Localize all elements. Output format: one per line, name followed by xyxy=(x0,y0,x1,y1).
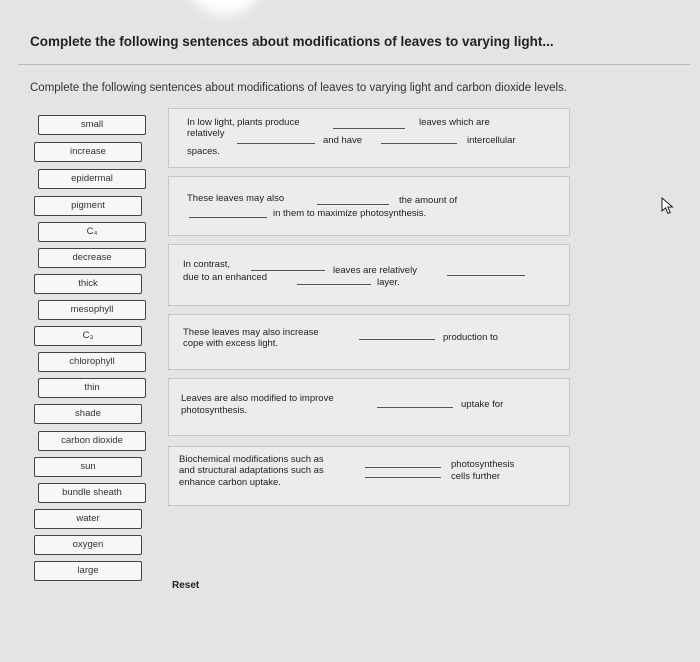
light-glare xyxy=(190,0,260,15)
answer-blank[interactable] xyxy=(359,339,435,340)
answer-chip[interactable]: small xyxy=(38,115,146,135)
sentence-box-2 xyxy=(168,176,570,236)
sentence-text: in them to maximize photosynthesis. xyxy=(273,208,427,219)
answer-chip[interactable]: oxygen xyxy=(34,535,142,555)
answer-blank[interactable] xyxy=(297,284,371,285)
answer-chip[interactable]: pigment xyxy=(34,196,142,216)
answer-chip[interactable]: epidermal xyxy=(38,169,146,189)
mouse-pointer-icon xyxy=(661,197,675,215)
answer-chip[interactable]: chlorophyll xyxy=(38,352,146,372)
answer-chip[interactable]: mesophyll xyxy=(38,300,146,320)
answer-blank[interactable] xyxy=(251,270,325,271)
sentence-box-4 xyxy=(168,314,570,370)
sentence-text: layer. xyxy=(377,277,400,288)
answer-chip[interactable]: C₃ xyxy=(34,326,142,346)
instructions: Complete the following sentences about modifications of leaves to varying light and carbon dioxide levels. xyxy=(30,82,567,94)
answer-blank[interactable] xyxy=(365,477,441,478)
sentence-text: intercellular xyxy=(467,135,516,146)
answer-blank[interactable] xyxy=(237,143,315,144)
answer-blank[interactable] xyxy=(447,275,525,276)
page-title: Complete the following sentences about modifications of leaves to varying light... xyxy=(30,34,554,49)
sentence-text: leaves which are xyxy=(419,117,490,128)
sentence-text: relatively xyxy=(187,128,225,139)
answer-chip[interactable]: large xyxy=(34,561,142,581)
sentence-text: In low light, plants produce xyxy=(187,117,300,128)
sentence-text: and have xyxy=(323,135,363,146)
answer-chip[interactable]: carbon dioxide xyxy=(38,431,146,451)
answer-blank[interactable] xyxy=(317,204,389,205)
answer-blank[interactable] xyxy=(189,217,267,218)
sentence-text: and structural adaptations such as xyxy=(179,465,324,476)
sentence-text: These leaves may also xyxy=(187,193,285,204)
sentence-box-3 xyxy=(168,244,570,306)
divider xyxy=(18,64,690,65)
sentence-box-1 xyxy=(168,108,570,168)
sentence-text: uptake for xyxy=(461,399,504,410)
sentence-text: Leaves are also modified to improve xyxy=(181,393,334,404)
answer-chip[interactable]: water xyxy=(34,509,142,529)
answer-chip[interactable]: bundle sheath xyxy=(38,483,146,503)
sentence-text: cope with excess light. xyxy=(183,338,279,349)
sentence-text: cells further xyxy=(451,471,501,482)
answer-chip[interactable]: C₄ xyxy=(38,222,146,242)
answer-chip[interactable]: thick xyxy=(34,274,142,294)
sentence-text: photosynthesis. xyxy=(181,405,248,416)
answer-chip[interactable]: sun xyxy=(34,457,142,477)
sentence-box-6 xyxy=(168,446,570,506)
answer-blank[interactable] xyxy=(333,128,405,129)
sentence-text: spaces. xyxy=(187,146,220,157)
answer-chip[interactable]: shade xyxy=(34,404,142,424)
sentence-text: In contrast, xyxy=(183,259,230,270)
sentence-text: photosynthesis xyxy=(451,459,515,470)
sentence-text: due to an enhanced xyxy=(183,272,267,283)
answer-chip[interactable]: thin xyxy=(38,378,146,398)
answer-blank[interactable] xyxy=(377,407,453,408)
sentence-text: production to xyxy=(443,332,498,343)
sentence-text: These leaves may also increase xyxy=(183,327,319,338)
answer-chip[interactable]: decrease xyxy=(38,248,146,268)
reset-button[interactable]: Reset xyxy=(172,580,200,591)
sentence-text: Biochemical modifications such as xyxy=(179,454,324,465)
answer-blank[interactable] xyxy=(365,467,441,468)
answer-blank[interactable] xyxy=(381,143,457,144)
answer-chip[interactable]: increase xyxy=(34,142,142,162)
sentence-text: the amount of xyxy=(399,195,458,206)
sentence-text: leaves are relatively xyxy=(333,265,417,276)
sentence-text: enhance carbon uptake. xyxy=(179,477,281,488)
sentence-box-5 xyxy=(168,378,570,436)
